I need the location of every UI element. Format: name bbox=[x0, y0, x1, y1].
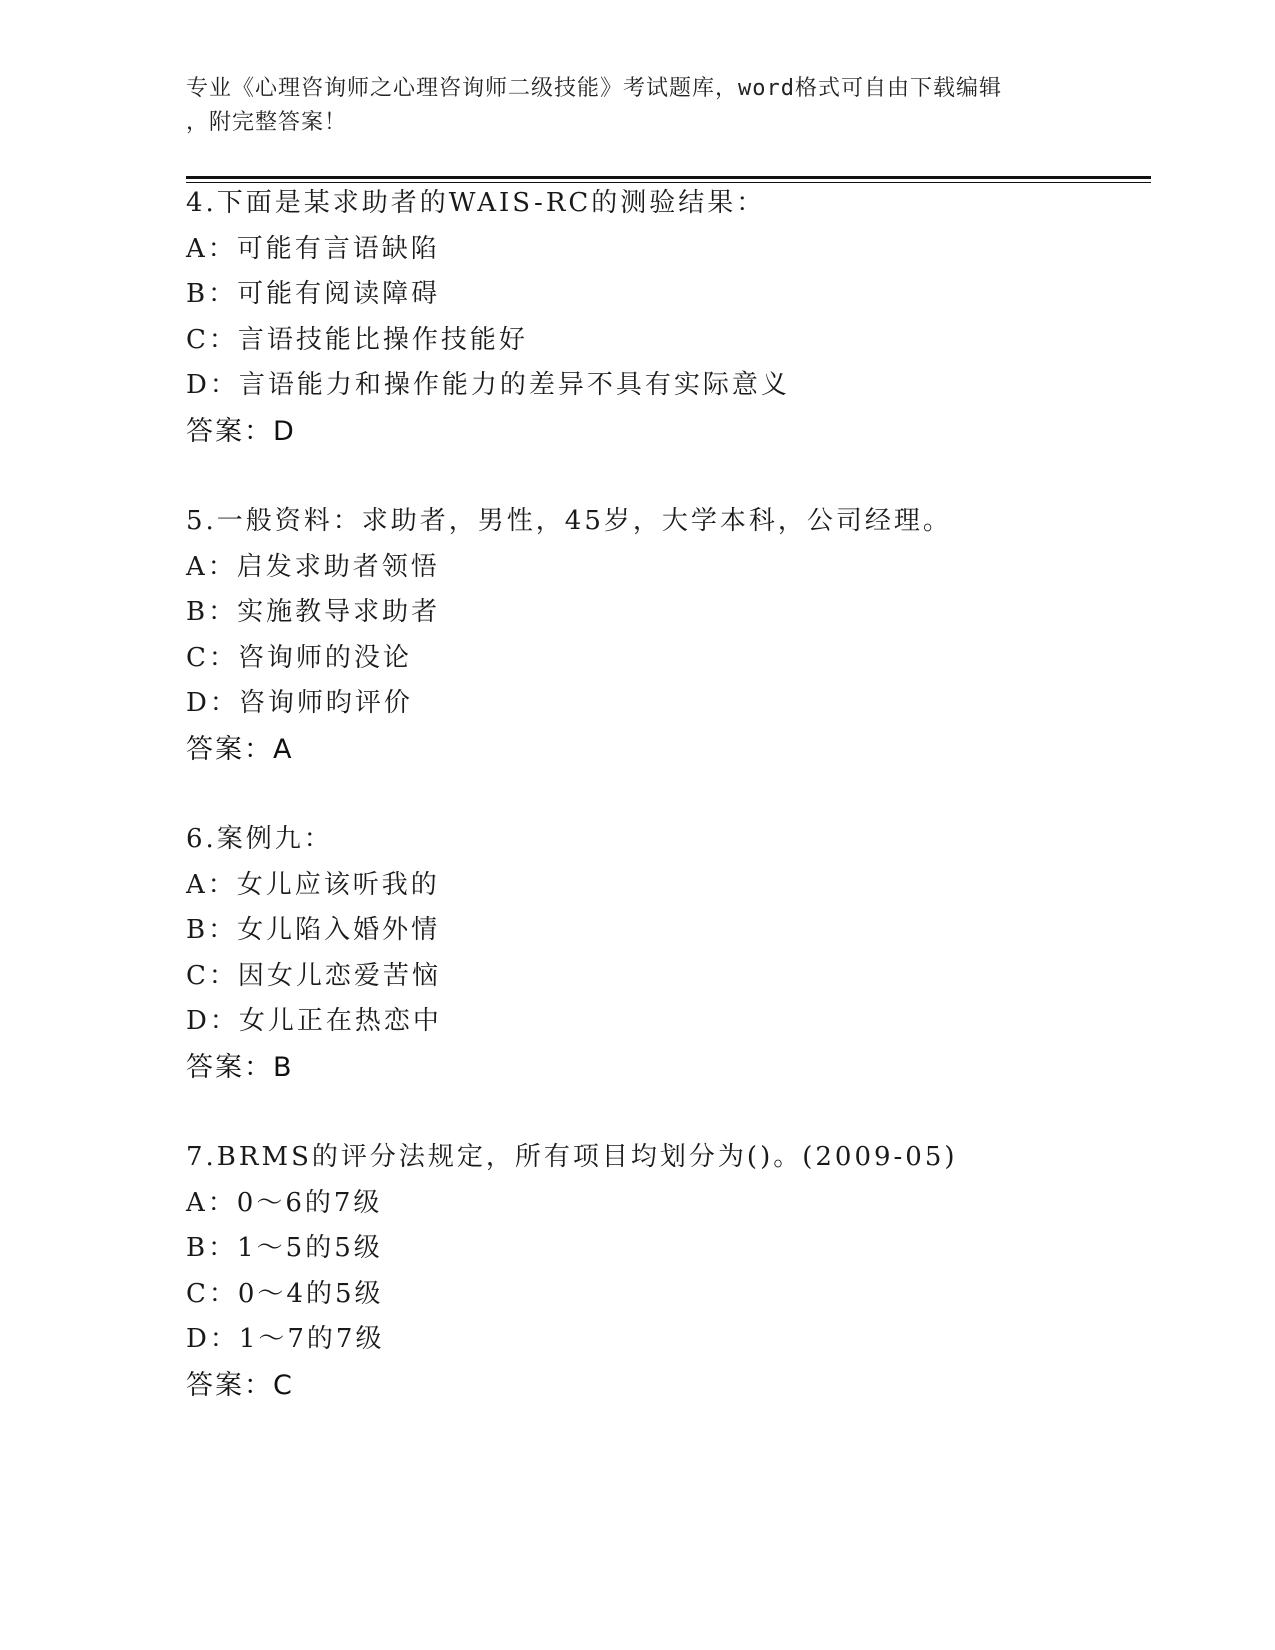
question-block bbox=[186, 181, 1146, 454]
question-stem: 4.下面是某求助者的WAIS-RC的测验结果： bbox=[186, 188, 766, 218]
question-block bbox=[186, 817, 1146, 1090]
option-c: C：因女儿恋爱苦恼 bbox=[186, 960, 441, 991]
answer-line: 答案：A bbox=[186, 733, 294, 765]
option-b: B：1～5的5级 bbox=[186, 1233, 383, 1263]
option-b: B：可能有阅读障碍 bbox=[186, 279, 441, 309]
question-block bbox=[186, 499, 1146, 772]
header-divider-thick bbox=[186, 176, 1151, 179]
answer-line: 答案：C bbox=[186, 1369, 294, 1401]
option-a: A：0～6的7级 bbox=[186, 1187, 383, 1218]
option-d: D：女儿正在热恋中 bbox=[186, 1006, 442, 1036]
option-d: D：1～7的7级 bbox=[186, 1324, 385, 1354]
question-stem: 6.案例九： bbox=[186, 824, 333, 854]
option-b: B：实施教导求助者 bbox=[186, 597, 441, 627]
option-c: C：0～4的5级 bbox=[186, 1278, 384, 1309]
answer-line: 答案：D bbox=[186, 415, 296, 447]
header-line-1: 专业《心理咨询师之心理咨询师二级技能》考试题库，word格式可自由下载编辑 bbox=[186, 76, 1002, 101]
header-line-2: ，附完整答案！ bbox=[186, 110, 348, 135]
answer-line: 答案：B bbox=[186, 1051, 294, 1083]
option-c: C：言语技能比操作技能好 bbox=[186, 324, 528, 355]
option-a: A：女儿应该听我的 bbox=[186, 869, 440, 900]
option-b: B：女儿陷入婚外情 bbox=[186, 915, 441, 945]
question-block bbox=[186, 1135, 1146, 1408]
option-a: A：启发求助者领悟 bbox=[186, 551, 440, 582]
option-a: A：可能有言语缺陷 bbox=[186, 233, 440, 264]
question-stem: 7.BRMS的评分法规定，所有项目均划分为()。(2009-05) bbox=[186, 1142, 958, 1172]
option-d: D：言语能力和操作能力的差异不具有实际意义 bbox=[186, 370, 790, 400]
option-c: C：咨询师的没论 bbox=[186, 642, 412, 673]
option-d: D：咨询师昀评价 bbox=[186, 688, 413, 718]
document-header bbox=[186, 72, 1086, 140]
question-stem: 5.一般资料：求助者，男性，45岁，大学本科，公司经理。 bbox=[186, 506, 952, 536]
